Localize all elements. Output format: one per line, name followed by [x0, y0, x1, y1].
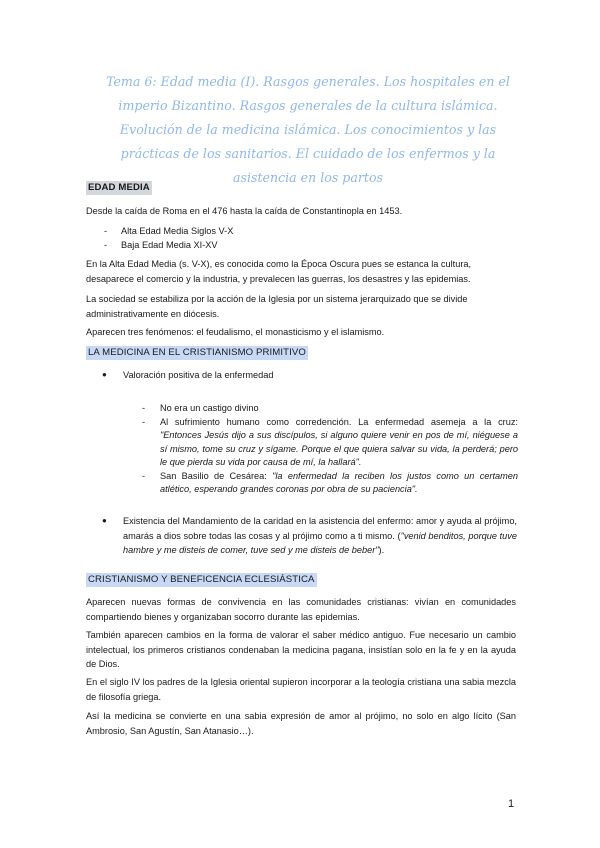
sub-item-lead: Al sufrimiento humano como corredención. La enfermedad asemeja a la cruz:: [160, 416, 518, 427]
section-heading-medicina: LA MEDICINA EN EL CRISTIANISMO PRIMITIVO: [88, 347, 306, 358]
page-title: Tema 6: Edad media (I). Rasgos generales. Los hospitales en el imperio Bizantino. Rasgos generales de la cultura islámica. Evolución de la medicina islámica. Los conocimientos y las prácticas de los sanitarios. El cuidado de los enfermos y la asistencia en los partos: [106, 74, 510, 185]
bullet-dot-icon: ●: [102, 516, 107, 525]
sub-item-quote: "la enfermedad la reciben los justos como un certamen atlético, esperando grandes coronas por obra de su paciencia".: [160, 470, 518, 494]
paragraph-convivencia: Aparecen nuevas formas de convivencia en las comunidades cristianas: vivían en comunidades compartiendo bienes y organizaban socorro durante las epidemias.: [86, 597, 516, 622]
section-heading-beneficencia: CRISTIANISMO Y BENEFICENCIA ECLESIÁSTICA: [88, 574, 315, 585]
sub-item-lead: San Basilio de Cesárea:: [160, 470, 273, 481]
list-item: [142, 470, 518, 497]
list-item: - No era un castigo divino: [142, 402, 518, 416]
period-list: [104, 225, 233, 252]
section-heading-edad-media: EDAD MEDIA: [88, 182, 150, 193]
paragraph-edad-media-intro: Desde la caída de Roma en el 476 hasta la caída de Constantinopla en 1453.: [86, 206, 403, 216]
list-item: - Alta Edad Media Siglos V-X: [104, 225, 233, 239]
bullet-tail: ).: [378, 545, 385, 555]
bullet-lead: Existencia del Mandamiento de la caridad en la asistencia del enfermo: amor y ayuda al prójimo, amarás a dios sobre todas las cosas y al prójimo como a ti mismo. (: [123, 516, 517, 541]
bullet-dot-icon: ●: [102, 370, 107, 379]
bullet-mandamiento: [123, 514, 517, 558]
list-item: - Baja Edad Media XI-XV: [104, 239, 233, 253]
sub-item-quote: "Entonces Jesús dijo a sus discípulos, si alguno quiere venir en pos de mí, niéguese a sí mismo, tome su cruz y sígame. Porque el que quiera salvar su vida, la perderá; pero le que pierda su vida por causa de mí, la hallará".: [160, 430, 518, 467]
paragraph-fenomenos: Aparecen tres fenómenos: el feudalismo, el monasticismo y el islamismo.: [86, 327, 385, 337]
valoracion-sublist: [142, 402, 518, 497]
paragraph-siglo-iv: En el siglo IV los padres de la Iglesia oriental supieron incorporar a la teología cristiana una sabia mezcla de filosofía griega.: [86, 677, 516, 702]
paragraph-sociedad: La sociedad se estabiliza por la acción de la Iglesia por un sistema jerarquizado que se divide administrativamente en diócesis.: [86, 294, 468, 319]
page-number: 1: [508, 798, 515, 810]
paragraph-saber-medico: También aparecen cambios en la forma de valorar el saber médico antiguo. Fue necesario un cambio intelectual, los primeros cristianos condenaban la medicina pagana, insistían solo en la fe y en la ayuda de Dios.: [86, 630, 516, 669]
paragraph-alta-edad-media: En la Alta Edad Media (s. V-X), es conocida como la Época Oscura pues se estanca la cultura, desaparece el comercio y la industria, y prevalecen las guerras, los desastres y las epidemias.: [86, 259, 472, 284]
bullet-quote: "venid benditos, porque tuve hambre y me disteis de comer, tuve sed y me disteis de beber": [123, 530, 517, 555]
paragraph-medicina-amor: Así la medicina se convierte en una sabia expresión de amor al prójimo, no solo en algo lícito (San Ambrosio, San Agustín, San Atanasio…).: [86, 711, 516, 736]
list-item: [142, 416, 518, 470]
bullet-valoracion: Valoración positiva de la enfermedad: [123, 370, 274, 380]
